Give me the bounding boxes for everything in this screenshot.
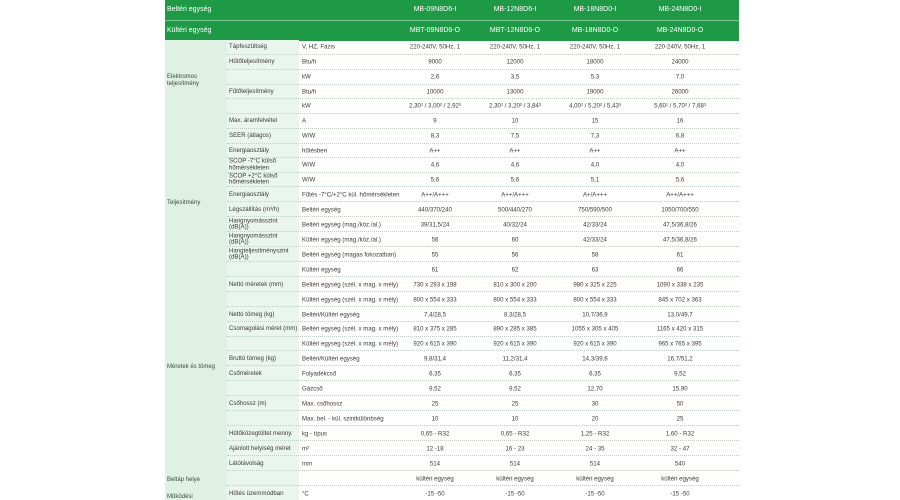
value-cell: 514: [509, 460, 521, 467]
header-label: Kültéri egység: [167, 27, 212, 34]
row-label: Ajánlott helyiség méret: [229, 444, 291, 452]
model-name: MB-18N8D0-O: [571, 27, 619, 34]
value-cell: 5,6: [430, 176, 440, 184]
row-unit: Folyadékcső: [302, 370, 337, 377]
value-cell: 20: [591, 415, 599, 422]
model-name: MB-18N8D0-I: [573, 6, 617, 13]
row-unit: V, HZ, Fázis: [302, 43, 335, 51]
header-label: Beltéri egység: [167, 6, 212, 13]
value-cell: kültéri egység: [416, 475, 454, 482]
value-cell: 12 -18: [426, 445, 444, 452]
row-unit: Beltéri egység (magas fokozatban): [302, 251, 397, 258]
table-row: [227, 426, 739, 441]
value-cell: 980 x 325 x 225: [573, 281, 617, 288]
value-cell: 9,52: [674, 370, 686, 377]
value-cell: 2,6: [430, 73, 440, 81]
value-cell: 2,30¹ / 3,00² / 2,92³: [409, 102, 461, 110]
category-label: Működési: [167, 494, 193, 500]
model-name: MBT-12N8D6-O: [489, 27, 541, 34]
value-cell: 30: [591, 400, 599, 407]
value-cell: 5,1: [590, 176, 600, 184]
model-name: MBT-09N8D6-O: [409, 27, 461, 34]
value-cell: 42/33/24: [583, 221, 607, 228]
value-cell: 12,70: [587, 385, 603, 392]
value-cell: 2,30¹ / 3,20² / 3,84³: [489, 102, 541, 110]
row-label: Hangteljesítményszint (dB(A)): [229, 247, 289, 261]
row-label: Max. áramfelvétel: [229, 116, 278, 124]
row-label: SCOP +2°C külső hőmérsékleten: [229, 172, 278, 186]
value-cell: 7,4/28,5: [423, 311, 447, 318]
value-cell: 800 x 554 x 333: [573, 296, 617, 303]
value-cell: 514: [429, 460, 441, 467]
row-label-cell: [227, 486, 299, 500]
value-cell: 1165 x 420 x 315: [656, 325, 704, 333]
row-label: Hangnyomásszint (dB(A)): [229, 232, 278, 246]
row-unit: Beltéri egység (szél. x mag. x mély): [302, 325, 399, 333]
value-cell: 63: [591, 266, 599, 273]
value-cell: 6,8: [675, 132, 685, 140]
row-unit: W/W: [302, 132, 316, 140]
row-unit: Beltéri/Kültéri egység: [302, 311, 360, 318]
table-row: [227, 366, 739, 381]
row-unit: Btu/h: [302, 88, 317, 96]
row-label: Fűtőteljesítmény: [229, 87, 274, 95]
row-unit: Beltéri egység (mag./köz./al.): [302, 221, 381, 228]
row-label-cell: [227, 351, 299, 366]
table-row: [227, 40, 739, 55]
value-cell: kültéri egység: [661, 475, 699, 482]
value-cell: 11,2/31,4: [502, 355, 528, 362]
row-label-cell: [227, 114, 299, 129]
value-cell: 15: [591, 117, 599, 125]
value-cell: 5,3: [590, 73, 600, 81]
table-row: [227, 322, 739, 337]
row-unit: m²: [302, 445, 310, 452]
row-label: Hűtőközegtöltet menny.: [229, 429, 293, 437]
category-label: Méretek és tömeg: [167, 364, 216, 370]
value-cell: 24000: [671, 58, 689, 66]
value-cell: 3,5: [510, 73, 520, 81]
value-cell: 55: [431, 251, 439, 258]
row-unit: Btu/h: [302, 58, 317, 66]
value-cell: 9,52: [429, 385, 441, 392]
value-cell: 13,0/49,7: [667, 311, 693, 318]
spec-table: [165, 0, 739, 500]
value-cell: A++/A+++: [666, 191, 694, 198]
table-row: [227, 202, 739, 217]
header-row-outdoor: [165, 20, 739, 41]
value-cell: 5,6: [675, 176, 685, 184]
row-label-cell: [227, 55, 299, 70]
value-cell: A++: [429, 147, 441, 155]
value-cell: 10: [511, 117, 519, 125]
table-row: [227, 144, 739, 159]
value-cell: 0,65 - R32: [420, 430, 450, 437]
row-unit: Kültéri egység (szél. x mag. x mély): [302, 296, 399, 303]
value-cell: 25: [511, 400, 519, 407]
table-row: [227, 99, 739, 114]
value-cell: 47,5/36,8/26: [663, 236, 697, 243]
value-cell: 220-240V, 50Hz, 1: [409, 43, 461, 51]
value-cell: 730 x 293 x 198: [413, 281, 457, 288]
value-cell: 10: [511, 415, 519, 422]
table-row: [227, 351, 739, 366]
table-row: [227, 262, 739, 277]
model-name: MB-09N8D6-I: [413, 6, 457, 13]
row-label: Látótávolság: [229, 459, 264, 467]
value-cell: 5,60¹ / 5,70² / 7,68³: [654, 102, 706, 110]
row-label: Légszállítás (m³/h): [229, 205, 280, 213]
value-cell: 4,6: [430, 161, 440, 169]
table-row: [227, 173, 739, 188]
value-cell: 810 x 375 x 285: [413, 325, 457, 333]
row-unit: kW: [302, 102, 311, 110]
value-cell: 9000: [428, 58, 442, 66]
row-label-cell: [227, 158, 299, 173]
row-label-cell: [227, 262, 299, 277]
value-cell: 56: [431, 236, 439, 243]
row-label: Tápfeszültség: [229, 43, 267, 50]
value-cell: 8,3/28,5: [503, 311, 527, 318]
row-label-cell: [227, 441, 299, 456]
value-cell: A++/A+++: [501, 191, 529, 198]
value-cell: 4,0: [675, 161, 685, 169]
table-row: [227, 292, 739, 307]
row-label: Nettó tömeg (kg): [229, 310, 275, 318]
row-label-cell: [227, 40, 299, 55]
row-label: Hűtés üzemmódban: [229, 489, 284, 497]
value-cell: 920 x 615 x 390: [573, 340, 617, 348]
value-cell: 60: [511, 236, 519, 243]
row-unit: Beltéri/Kültéri egység: [302, 355, 360, 362]
table-row: [227, 55, 739, 70]
value-cell: A++/A+++: [421, 191, 449, 198]
value-cell: 40/32/24: [503, 221, 527, 228]
value-cell: -15 -50: [505, 490, 525, 497]
row-label-cell: [227, 471, 299, 486]
table-row: [227, 187, 739, 202]
value-cell: 26000: [671, 88, 689, 96]
value-cell: -15 -50: [585, 490, 605, 497]
value-cell: 47,5/36,8/26: [663, 221, 697, 228]
row-label-cell: [227, 396, 299, 411]
value-cell: 56: [511, 251, 519, 258]
table-row: [227, 411, 739, 426]
value-cell: 1050/700/550: [661, 206, 699, 213]
value-cell: 13000: [506, 88, 524, 96]
row-label-cell: [227, 456, 299, 471]
row-label-cell: [227, 232, 299, 247]
value-cell: 39/31,5/24: [420, 221, 450, 228]
value-cell: 24 - 35: [585, 445, 605, 452]
category-label: Beltáp helye: [167, 477, 201, 483]
row-unit: A: [302, 117, 307, 125]
table-row: [227, 70, 739, 85]
row-label-cell: [227, 292, 299, 307]
value-cell: 514: [589, 460, 601, 467]
value-cell: 61: [431, 266, 439, 273]
value-cell: 42/33/24: [583, 236, 607, 243]
value-cell: 25: [431, 400, 439, 407]
value-cell: A++: [589, 147, 601, 155]
row-label: Csőméretek: [229, 369, 262, 377]
value-cell: 62: [511, 266, 519, 273]
value-cell: 540: [674, 460, 686, 467]
value-cell: 15,90: [672, 385, 688, 392]
row-unit: W/W: [302, 176, 316, 184]
value-cell: -15 -50: [670, 490, 690, 497]
row-unit: Beltéri egység: [302, 206, 341, 213]
row-label: Hűtőteljesítmény: [229, 57, 275, 65]
value-cell: 440/370/240: [418, 206, 452, 213]
row-unit: °C: [302, 490, 309, 497]
value-cell: 32 - 47: [670, 445, 690, 452]
value-cell: 800 x 554 x 333: [413, 296, 457, 303]
row-label-cell: [227, 366, 299, 381]
row-label-cell: [227, 277, 299, 292]
model-name: MB-24N8D0-I: [658, 6, 702, 13]
table-row: [227, 114, 739, 129]
row-label-cell: [227, 247, 299, 262]
value-cell: 61: [676, 251, 684, 258]
value-cell: 4,0: [590, 161, 600, 169]
value-cell: 4,00¹ / 5,20² / 5,43³: [569, 102, 621, 110]
row-unit: Fűtés -7°C/+2°C kül. hőmérsékleten: [302, 191, 400, 198]
category-label: Elektromos teljesítmény: [167, 74, 200, 87]
value-cell: A++: [674, 147, 686, 155]
row-label: Nettó méretek (mm): [229, 280, 284, 288]
value-cell: 14,3/39,6: [582, 355, 608, 362]
row-unit: Max. bel. - kül. szintkülönbség: [302, 415, 384, 422]
value-cell: 845 x 702 x 363: [658, 296, 702, 303]
row-label-cell: [227, 381, 299, 396]
value-cell: 10000: [426, 88, 444, 96]
category-column: [165, 40, 227, 500]
row-unit: Kültéri egység (mag./köz./al.): [302, 236, 381, 243]
row-label-cell: [227, 187, 299, 202]
value-cell: 16 - 23: [505, 445, 525, 452]
row-label-cell: [227, 99, 299, 114]
row-unit: kg - típus: [302, 430, 328, 437]
table-row: [227, 277, 739, 292]
value-cell: 12000: [506, 58, 524, 66]
row-label: SCOP -7°C külső hőmérsékleten: [229, 157, 277, 172]
value-cell: 19000: [586, 88, 604, 96]
value-cell: 920 x 615 x 390: [493, 340, 537, 348]
value-cell: 750/590/500: [578, 206, 612, 213]
value-cell: 890 x 285 x 385: [493, 325, 537, 333]
row-label-cell: [227, 144, 299, 159]
row-label: Csomagolási méret (mm): [229, 325, 298, 332]
value-cell: 16,7/51,2: [667, 355, 693, 362]
value-cell: 18000: [586, 58, 604, 66]
row-label: Hangnyomásszint (dB(A)): [229, 217, 278, 231]
row-label-cell: [227, 202, 299, 217]
table-row: [227, 247, 739, 262]
row-label: Energiaosztály: [229, 190, 269, 198]
table-row: [227, 456, 739, 471]
row-label: SEER (átlagos): [229, 131, 271, 139]
row-label: Bruttó tömeg (kg): [229, 354, 277, 362]
header-row-indoor: [165, 0, 739, 20]
row-label-cell: [227, 217, 299, 232]
value-cell: 1090 x 338 x 235: [656, 281, 704, 288]
value-cell: 7,3: [590, 132, 600, 140]
row-label-cell: [227, 426, 299, 441]
value-cell: kültéri egység: [576, 475, 614, 482]
value-cell: 5,6: [510, 176, 520, 184]
value-cell: 9: [433, 117, 437, 125]
value-cell: 10: [431, 415, 439, 422]
value-cell: 16: [676, 117, 684, 125]
value-cell: 500/440/270: [498, 206, 532, 213]
value-cell: 810 x 300 x 200: [493, 281, 537, 288]
value-cell: 50: [676, 400, 684, 407]
table-row: [227, 441, 739, 456]
value-cell: 8,3: [430, 132, 440, 140]
row-label-cell: [227, 129, 299, 144]
value-cell: 6,35: [509, 370, 521, 377]
value-cell: 1,25 - R32: [580, 430, 610, 437]
value-cell: 6,35: [429, 370, 441, 377]
value-cell: -15 -50: [425, 490, 445, 497]
value-cell: 9,8/31,4: [423, 355, 447, 362]
row-label-cell: [227, 307, 299, 322]
value-cell: 220-240V, 50Hz, 1: [654, 43, 706, 51]
value-cell: 7,5: [510, 132, 520, 140]
value-cell: 1055 x 305 x 405: [571, 325, 619, 333]
value-cell: A+/A+++: [582, 191, 608, 198]
value-cell: 10,7/36,9: [582, 311, 608, 318]
table-row: [227, 85, 739, 100]
row-label-cell: [227, 173, 299, 188]
row-label: Csőhossz (m): [229, 399, 267, 407]
table-row: [227, 381, 739, 396]
model-name: MB-24N8D0-O: [656, 27, 704, 34]
value-cell: 6,35: [589, 370, 601, 377]
row-unit: Max. csőhossz: [302, 400, 343, 407]
table-row: [227, 471, 739, 486]
value-cell: 4,6: [510, 161, 520, 169]
table-row: [227, 158, 739, 173]
value-cell: 66: [676, 266, 684, 273]
value-cell: 220-240V, 50Hz, 1: [489, 43, 541, 51]
row-unit: Kültéri egység: [302, 266, 341, 273]
value-cell: 7,0: [675, 73, 685, 81]
value-cell: 920 x 615 x 390: [413, 340, 457, 348]
row-label-cell: [227, 337, 299, 352]
value-cell: kültéri egység: [496, 475, 534, 482]
table-row: [227, 486, 739, 500]
row-label-cell: [227, 322, 299, 337]
value-cell: 220-240V, 50Hz, 1: [569, 43, 621, 51]
value-cell: A++: [509, 147, 521, 155]
table-body: [165, 40, 739, 500]
row-label: Energiaosztály: [229, 146, 269, 154]
row-unit: W/W: [302, 161, 316, 169]
table-row: [227, 217, 739, 232]
row-unit: hűtésben: [302, 147, 328, 155]
value-cell: 58: [591, 251, 599, 258]
value-cell: 965 x 765 x 395: [658, 340, 702, 348]
row-unit: Beltéri egység (szél. x mag. x mély): [302, 281, 399, 288]
value-cell: 9,52: [509, 385, 521, 392]
row-label-cell: [227, 85, 299, 100]
model-name: MB-12N8D6-I: [493, 6, 537, 13]
row-label-cell: [227, 70, 299, 85]
table-row: [227, 307, 739, 322]
row-unit: Kültéri egység (szél. x mag. x mély): [302, 340, 399, 348]
table-row: [227, 337, 739, 352]
value-cell: 800 x 554 x 333: [493, 296, 537, 303]
table-row: [227, 396, 739, 411]
row-unit: kW: [302, 73, 311, 81]
row-label-cell: [227, 411, 299, 426]
value-cell: 0,65 - R32: [500, 430, 530, 437]
row-unit: mm: [302, 460, 313, 467]
row-unit: Gázcső: [302, 385, 323, 392]
value-cell: 25: [676, 415, 684, 422]
value-cell: 1,60 - R32: [665, 430, 695, 437]
table-row: [227, 232, 739, 247]
category-label: Teljesítmény: [167, 200, 201, 206]
table-row: [227, 129, 739, 144]
